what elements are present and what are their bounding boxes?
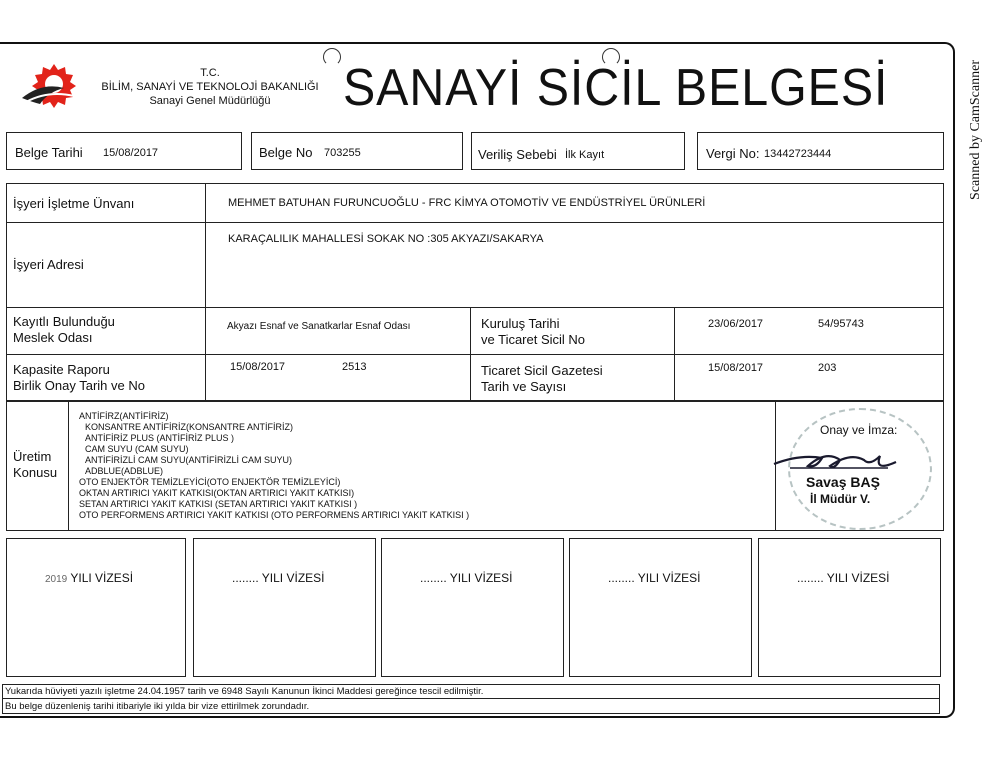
- verilis-sebebi-label: Veriliş Sebebi: [478, 147, 557, 162]
- vize-box-1: [6, 538, 186, 677]
- kapasite-no-value: 2513: [342, 361, 367, 373]
- sicil-no-value: 54/95743: [818, 318, 864, 330]
- vize-label-2: ........ YILI VİZESİ: [232, 571, 325, 585]
- adres-label: İşyeri Adresi: [13, 257, 84, 272]
- uretim-item: OKTAN ARTIRICI YAKIT KATKISI(OKTAN ARTIRICI YAKIT KATKISI): [79, 488, 355, 498]
- belge-no-label: Belge No: [259, 145, 313, 160]
- gazete-sayi-value: 203: [818, 362, 837, 374]
- vergi-no-value: 13442723444: [764, 148, 832, 160]
- vize-box-2: [193, 538, 376, 677]
- verilis-sebebi-value: İlk Kayıt: [565, 149, 605, 161]
- vize-label-1: 2019 YILI VİZESİ: [45, 571, 134, 585]
- verilis-sebebi-box: [471, 132, 685, 170]
- ministry-name: BİLİM, SANAYİ VE TEKNOLOJİ BAKANLIĞI: [101, 81, 319, 93]
- onay-label: Onay ve İmza:: [820, 423, 898, 437]
- uretim-item: OTO ENJEKTÖR TEMİZLEYİCİ(OTO ENJEKTÖR TEMİZLEYİCİ): [79, 477, 341, 487]
- belge-tarihi-value: 15/08/2017: [103, 147, 159, 159]
- gazete-label: Ticaret Sicil Gazetesi Tarih ve Sayısı: [481, 363, 603, 394]
- tc-label: T.C.: [200, 67, 220, 79]
- uretim-item: ADBLUE(ADBLUE): [85, 466, 164, 476]
- main-fields-table: [6, 183, 944, 401]
- uretim-item: ANTİFİRİZLİ CAM SUYU(ANTİFİRİZLİ CAM SUYU): [85, 455, 293, 465]
- uretim-item: ANTİFİRZ(ANTİFİRİZ): [79, 411, 169, 421]
- meslek-odasi-value: Akyazı Esnaf ve Sanatkarlar Esnaf Odası: [227, 321, 411, 332]
- signer-title: İl Müdür V.: [810, 492, 871, 506]
- uretim-label: Üretim Konusu: [13, 449, 58, 480]
- adres-value: KARAÇALILIK MAHALLESİ SOKAK NO :305 AKYAZI/SAKARYA: [228, 233, 544, 245]
- unvan-label: İşyeri İşletme Ünvanı: [13, 196, 135, 211]
- punch-hole-left: [323, 48, 341, 66]
- vize-box-3: [381, 538, 564, 677]
- vize-box-4: [569, 538, 752, 677]
- kurulus-label: Kuruluş Tarihi ve Ticaret Sicil No: [481, 316, 586, 347]
- uretim-item: KONSANTRE ANTİFİRİZ(KONSANTRE ANTİFİRİZ): [85, 422, 294, 432]
- meslek-odasi-label: Kayıtlı Bulunduğu Meslek Odası: [13, 314, 115, 345]
- vize-label-3: ........ YILI VİZESİ: [420, 571, 513, 585]
- ministry-block: [92, 66, 328, 108]
- uretim-item: ANTİFİRİZ PLUS (ANTİFİRİZ PLUS ): [85, 433, 235, 443]
- belge-no-box: [251, 132, 463, 170]
- vize-year-handwritten: 2019: [45, 574, 68, 585]
- uretim-item: SETAN ARTIRICI YAKIT KATKISI (SETAN ARTIRICI YAKIT KATKISI ): [79, 499, 358, 509]
- kurulus-tarihi-value: 23/06/2017: [708, 318, 764, 330]
- gazete-tarih-value: 15/08/2017: [708, 362, 764, 374]
- kapasite-tarih-value: 15/08/2017: [230, 361, 286, 373]
- uretim-item: OTO PERFORMENS ARTIRICI YAKIT KATKISI (OTO PERFORMENS ARTIRICI YAKIT KATKISI ): [79, 510, 470, 520]
- footer-line-2: Bu belge düzenleniş tarihi itibariyle iki yılda bir vize ettirilmek zorundadır.: [5, 701, 310, 712]
- signer-name: Savaş BAŞ: [806, 474, 880, 490]
- directorate-name: Sanayi Genel Müdürlüğü: [149, 95, 271, 107]
- scanner-watermark: Scanned by CamScanner: [968, 60, 983, 200]
- vize-box-5: [758, 538, 941, 677]
- belge-tarihi-label: Belge Tarihi: [15, 145, 83, 160]
- vergi-no-box: [697, 132, 944, 170]
- vize-label-5: ........ YILI VİZESİ: [797, 571, 890, 585]
- ministry-gear-logo-icon: [18, 58, 90, 114]
- document-title: SANAYİ SİCİL BELGESİ: [343, 59, 889, 117]
- belge-tarihi-box: [6, 132, 242, 170]
- uretim-item: CAM SUYU (CAM SUYU): [85, 444, 189, 454]
- belge-no-value: 703255: [324, 147, 361, 159]
- uretim-items-list: [79, 411, 769, 521]
- unvan-value: MEHMET BATUHAN FURUNCUOĞLU - FRC KİMYA OTOMOTİV VE ENDÜSTRİYEL ÜRÜNLERİ: [228, 197, 706, 209]
- footer-line-1: Yukarıda hüviyeti yazılı işletme 24.04.1957 tarih ve 6948 Sayılı Kanunun İkinci Maddesi gereğince tescil edilmiştir.: [5, 686, 484, 697]
- vize-label-4: ........ YILI VİZESİ: [608, 571, 701, 585]
- kapasite-label: Kapasite Raporu Birlik Onay Tarih ve No: [13, 362, 145, 393]
- vergi-no-label: Vergi No:: [706, 146, 760, 161]
